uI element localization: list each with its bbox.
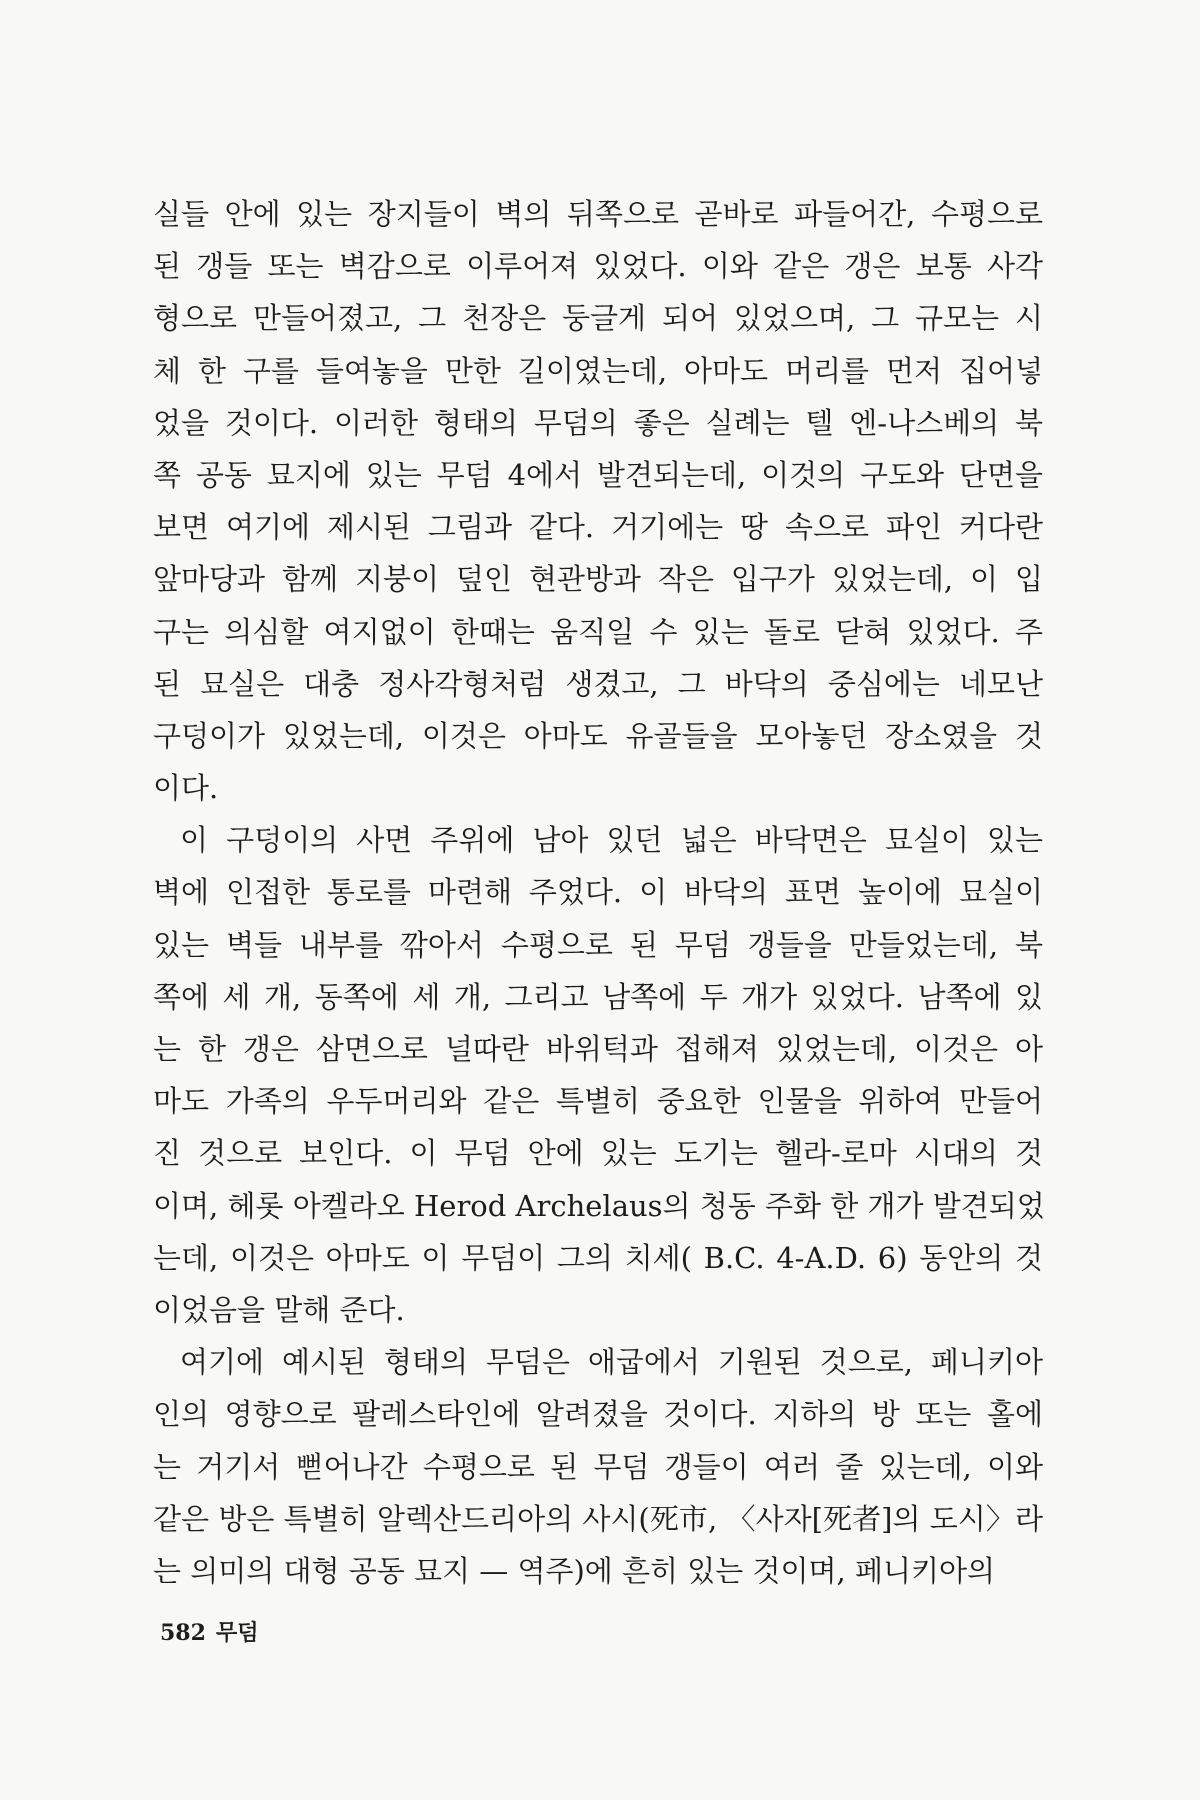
text-line: 는데, 이것은 아마도 이 무덤이 그의 치세( B.C. 4-A.D. 6) 동안의 것 <box>153 1240 1043 1275</box>
text-line: 여기에 예시된 형태의 무덤은 애굽에서 기원된 것으로, 페니키아 <box>180 1345 1043 1380</box>
page-footer <box>160 1616 258 1647</box>
text-line: 었을 것이다. 이러한 형태의 무덤의 좋은 실례는 텔 엔-나스베의 북 <box>153 405 1043 440</box>
text-line: 같은 방은 특별히 알렉산드리아의 사시(死市, 〈사자[死者]의 도시〉라 <box>153 1501 1043 1536</box>
text-line: 된 갱들 또는 벽감으로 이루어져 있었다. 이와 같은 갱은 보통 사각 <box>153 249 1043 284</box>
paragraph <box>153 1336 1043 1597</box>
text-line: 인의 영향으로 팔레스타인에 알려졌을 것이다. 지하의 방 또는 홀에 <box>153 1397 1043 1432</box>
text-line: 는 한 갱은 삼면으로 널따란 바위턱과 접해져 있었는데, 이것은 아 <box>153 1032 1043 1066</box>
paragraph <box>153 814 1043 1336</box>
text-line: 체 한 구를 들여놓을 만한 길이였는데, 아마도 머리를 먼저 집어넣 <box>153 353 1043 388</box>
text-line: 형으로 만들어졌고, 그 천장은 둥글게 되어 있었으며, 그 규모는 시 <box>153 301 1043 336</box>
text-line: 쪽에 세 개, 동쪽에 세 개, 그리고 남쪽에 두 개가 있었다. 남쪽에 있 <box>153 979 1043 1014</box>
text-line: 있는 벽들 내부를 깎아서 수평으로 된 무덤 갱들을 만들었는데, 북 <box>153 927 1043 962</box>
text-line: 이었음을 말해 준다. <box>153 1292 405 1327</box>
paragraph <box>153 188 1043 814</box>
text-line: 쪽 공동 묘지에 있는 무덤 4에서 발견되는데, 이것의 구도와 단면을 <box>153 457 1043 492</box>
text-line: 구덩이가 있었는데, 이것은 아마도 유골들을 모아놓던 장소였을 것 <box>153 718 1043 753</box>
text-line: 이 구덩이의 사면 주위에 남아 있던 넓은 바닥면은 묘실이 있는 <box>180 823 1043 858</box>
text-line: 된 묘실은 대충 정사각형처럼 생겼고, 그 바닥의 중심에는 네모난 <box>153 666 1043 701</box>
text-line: 는 의미의 대형 공동 묘지 — 역주)에 흔히 있는 것이며, 페니키아의 <box>153 1553 996 1588</box>
text-line: 구는 의심할 여지없이 한때는 움직일 수 있는 돌로 닫혀 있었다. 주 <box>153 614 1043 649</box>
page-number: 582 <box>160 1620 206 1646</box>
text-line: 보면 여기에 제시된 그림과 같다. 거기에는 땅 속으로 파인 커다란 <box>153 510 1043 545</box>
text-line: 마도 가족의 우두머리와 같은 특별히 중요한 인물을 위하여 만들어 <box>153 1084 1043 1119</box>
text-line: 앞마당과 함께 지붕이 덮인 현관방과 작은 입구가 있었는데, 이 입 <box>153 562 1043 597</box>
text-line: 는 거기서 뻗어나간 수평으로 된 무덤 갱들이 여러 줄 있는데, 이와 <box>153 1449 1043 1484</box>
text-line: 이며, 헤롯 아켈라오 Herod Archelaus의 청동 주화 한 개가 발견되었 <box>153 1188 1045 1223</box>
text-line: 벽에 인접한 통로를 마련해 주었다. 이 바닥의 표면 높이에 묘실이 <box>153 875 1043 910</box>
text-line: 실들 안에 있는 장지들이 벽의 뒤쪽으로 곧바로 파들어간, 수평으로 <box>153 197 1043 231</box>
running-head: 무덤 <box>215 1620 259 1646</box>
body-text <box>153 188 1043 1597</box>
text-line: 이다. <box>153 771 219 806</box>
text-line: 진 것으로 보인다. 이 무덤 안에 있는 도기는 헬라-로마 시대의 것 <box>153 1136 1043 1171</box>
